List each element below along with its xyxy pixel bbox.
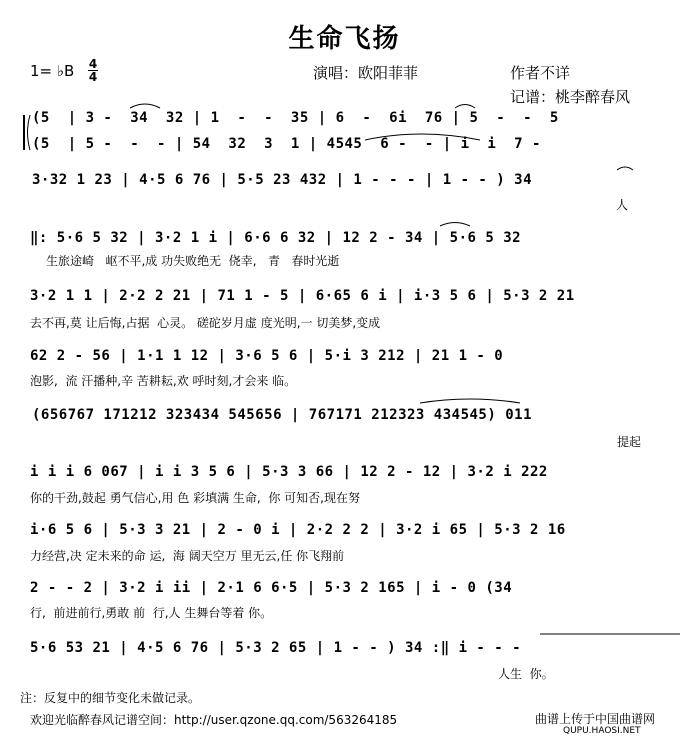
score-notes: i·6 5 6 | 5·3 3 21 | 2 - 0 i | 2·2 2 2 | 3·2 i 65 | 5·3 2 16 (30, 522, 566, 538)
score-notes: (5 | 3 - 34 32 | 1 - - 35 | 6 - 6i 76 | 5 - - 5 (32, 110, 559, 126)
tie (365, 134, 480, 140)
lyrics-text: 泡影, 流 汗播种,辛 苦耕耘,欢 呼时刻,才会来 临。 (30, 374, 297, 388)
lyrics-text: 你的干劲,鼓起 勇气信心,用 色 彩填满 生命, 你 可知否,现在努 (30, 491, 360, 505)
score-notes: 62 2 - 56 | 1·1 1 12 | 3·6 5 6 | 5·i 3 212 | 21 1 - 0 (30, 348, 504, 364)
slur (455, 105, 475, 109)
time-signature-bottom: 4 (88, 70, 98, 84)
singer: 演唱：欧阳菲菲 (313, 64, 419, 82)
key-signature: 1= ♭B (30, 62, 75, 80)
lyrics-text: 提起 (617, 435, 642, 449)
slur (420, 399, 520, 403)
lyrics-text: 生旅途崎 岖不平,成 功失败绝无 侥幸, 青 春时光逝 (46, 254, 340, 268)
lyrics-text: 人生 你。 (498, 667, 554, 681)
watermark-cn: 曲谱上传于中国曲谱网 (535, 712, 656, 726)
welcome-text: 欢迎光临醉春风记谱空间：http://user.qzone.qq.com/563264185 (30, 713, 398, 727)
slur (130, 104, 160, 108)
system-brace (28, 115, 31, 150)
slur (617, 167, 633, 170)
time-signature-top: 4 (88, 57, 98, 71)
score-notes: (5 | 5 - - - | 54 32 3 1 | 4545 6 - - | i i 7 - (32, 136, 541, 152)
score-notes: 3·2 1 1 | 2·2 2 21 | 71 1 - 5 | 6·65 6 i | i·3 5 6 | 5·3 2 21 (30, 288, 575, 304)
score-notes: 3·32 1 23 | 4·5 6 76 | 5·5 23 432 | 1 - - - | 1 - - ) 34 (32, 172, 533, 188)
lyrics-text: 人 (616, 198, 629, 212)
slur (440, 223, 470, 227)
footnote: 注：反复中的细节变化未做记录。 (20, 691, 201, 705)
score-notes: ‖: 5·6 5 32 | 3·2 1 i | 6·6 6 32 | 12 2 - 34 | 5·6 5 32 (30, 230, 522, 246)
score-notes: 5·6 53 21 | 4·5 6 76 | 5·3 2 65 | 1 - - ) 34 :‖ i - - - (30, 640, 522, 656)
score-notes: i i i 6 067 | i i 3 5 6 | 5·3 3 66 | 12 2 - 12 | 3·2 i 222 (30, 464, 548, 480)
page-title: 生命飞扬 (288, 24, 401, 54)
lyrics-text: 力经营,决 定未来的命 运, 海 阔天空万 里无云,任 你飞翔前 (30, 549, 345, 563)
lyrics-text: 行, 前进前行,勇敢 前 行,人 生舞台等着 你。 (30, 606, 273, 620)
score-notes: (656767 171212 323434 545656 | 767171 212323 434545) 011 (32, 407, 533, 423)
transcriber: 记谱：桃李醉春风 (510, 88, 631, 106)
score-notes: 2 - - 2 | 3·2 i ii | 2·1 6 6·5 | 5·3 2 165 | i - 0 (34 (30, 580, 513, 596)
composer: 作者不详 (510, 64, 571, 82)
lyrics-text: 去不再,莫 让后悔,占据 心灵。 磋砣岁月虚 度光明,一 切美梦,变成 (30, 316, 381, 330)
watermark-url: QUPU.HAOSI.NET (563, 726, 641, 736)
